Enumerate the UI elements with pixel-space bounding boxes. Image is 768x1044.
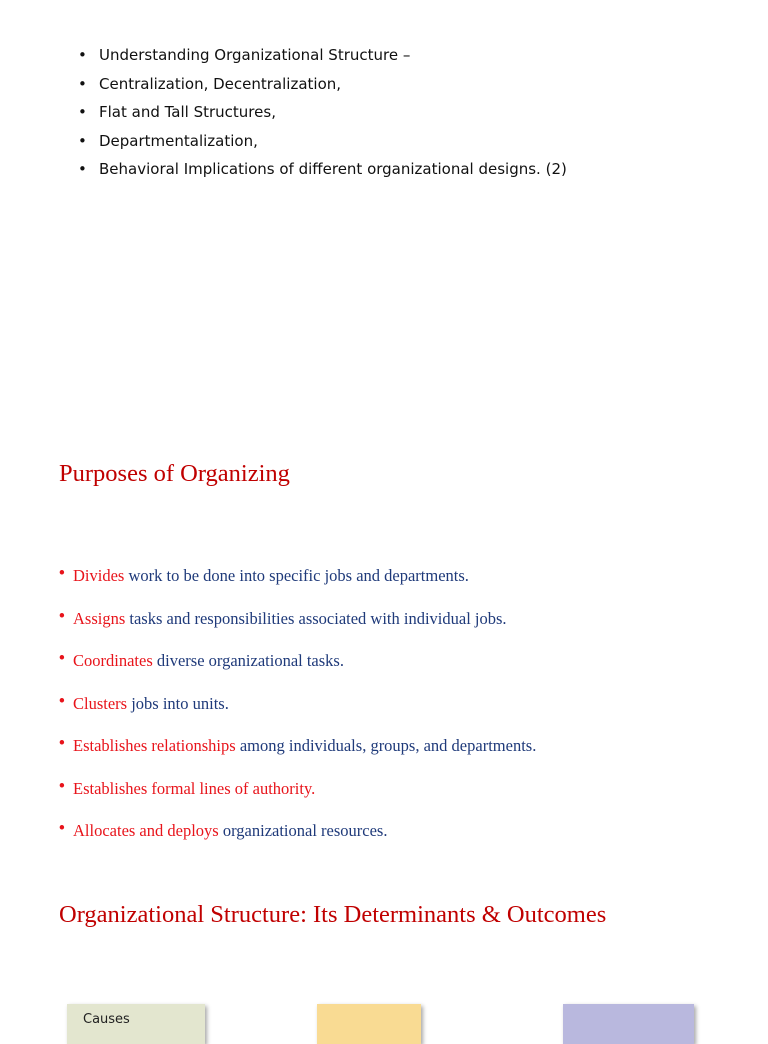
purpose-item (59, 733, 536, 776)
bullet-icon: • (59, 819, 65, 837)
bullet-icon: • (78, 46, 87, 64)
bullet-icon: • (78, 103, 87, 121)
purpose-item (59, 818, 536, 861)
causes-box (67, 1004, 205, 1044)
topics-outline (78, 42, 567, 185)
purpose-text: tasks and responsibilities associated with individual jobs. (125, 608, 507, 628)
bullet-icon: • (59, 564, 65, 582)
purposes-list (59, 563, 536, 861)
outline-item-text: Centralization, Decentralization, (99, 74, 342, 93)
purpose-text: organizational resources. (218, 821, 388, 840)
purpose-item (59, 691, 536, 734)
outline-item-text: Flat and Tall Structures, (99, 103, 276, 121)
outcomes-box (563, 1004, 694, 1044)
bullet-icon: • (59, 776, 65, 795)
bullet-icon: • (78, 131, 87, 150)
purpose-highlight: Establishes relationships (73, 736, 236, 755)
purpose-item (59, 776, 536, 819)
outline-item (78, 156, 567, 185)
bullet-icon: • (59, 691, 65, 710)
purpose-highlight: Coordinates (73, 651, 153, 670)
structure-heading: Organizational Structure: Its Determinants & Outcomes (59, 901, 607, 928)
purpose-item (59, 606, 536, 649)
purposes-heading: Purposes of Organizing (59, 460, 290, 487)
purpose-text: among individuals, groups, and departments. (235, 736, 537, 755)
outline-item (78, 42, 567, 71)
purpose-highlight: Assigns (73, 608, 126, 628)
purpose-highlight: Establishes formal lines of authority. (73, 778, 316, 798)
causes-label: Causes (83, 1012, 130, 1027)
outline-item-text: Understanding Organizational Structure – (99, 46, 411, 64)
purpose-item (59, 648, 536, 691)
purpose-text: diverse organizational tasks. (152, 651, 344, 670)
purpose-text: work to be done into specific jobs and departments. (124, 566, 469, 585)
outline-item-text: Departmentalization, (99, 131, 258, 150)
outline-item (78, 128, 567, 157)
bullet-icon: • (78, 74, 87, 93)
purpose-highlight: Allocates and deploys (73, 821, 219, 840)
bullet-icon: • (59, 649, 65, 667)
outline-item (78, 99, 567, 128)
purpose-text: jobs into units. (127, 693, 229, 713)
outline-item-text: Behavioral Implications of different organizational designs. (2) (99, 160, 567, 178)
bullet-icon: • (59, 606, 65, 625)
outline-item (78, 71, 567, 100)
structure-box (317, 1004, 421, 1044)
purpose-highlight: Clusters (73, 693, 128, 713)
bullet-icon: • (59, 734, 65, 752)
purpose-highlight: Divides (73, 566, 125, 585)
purpose-item (59, 563, 536, 606)
bullet-icon: • (78, 160, 87, 178)
